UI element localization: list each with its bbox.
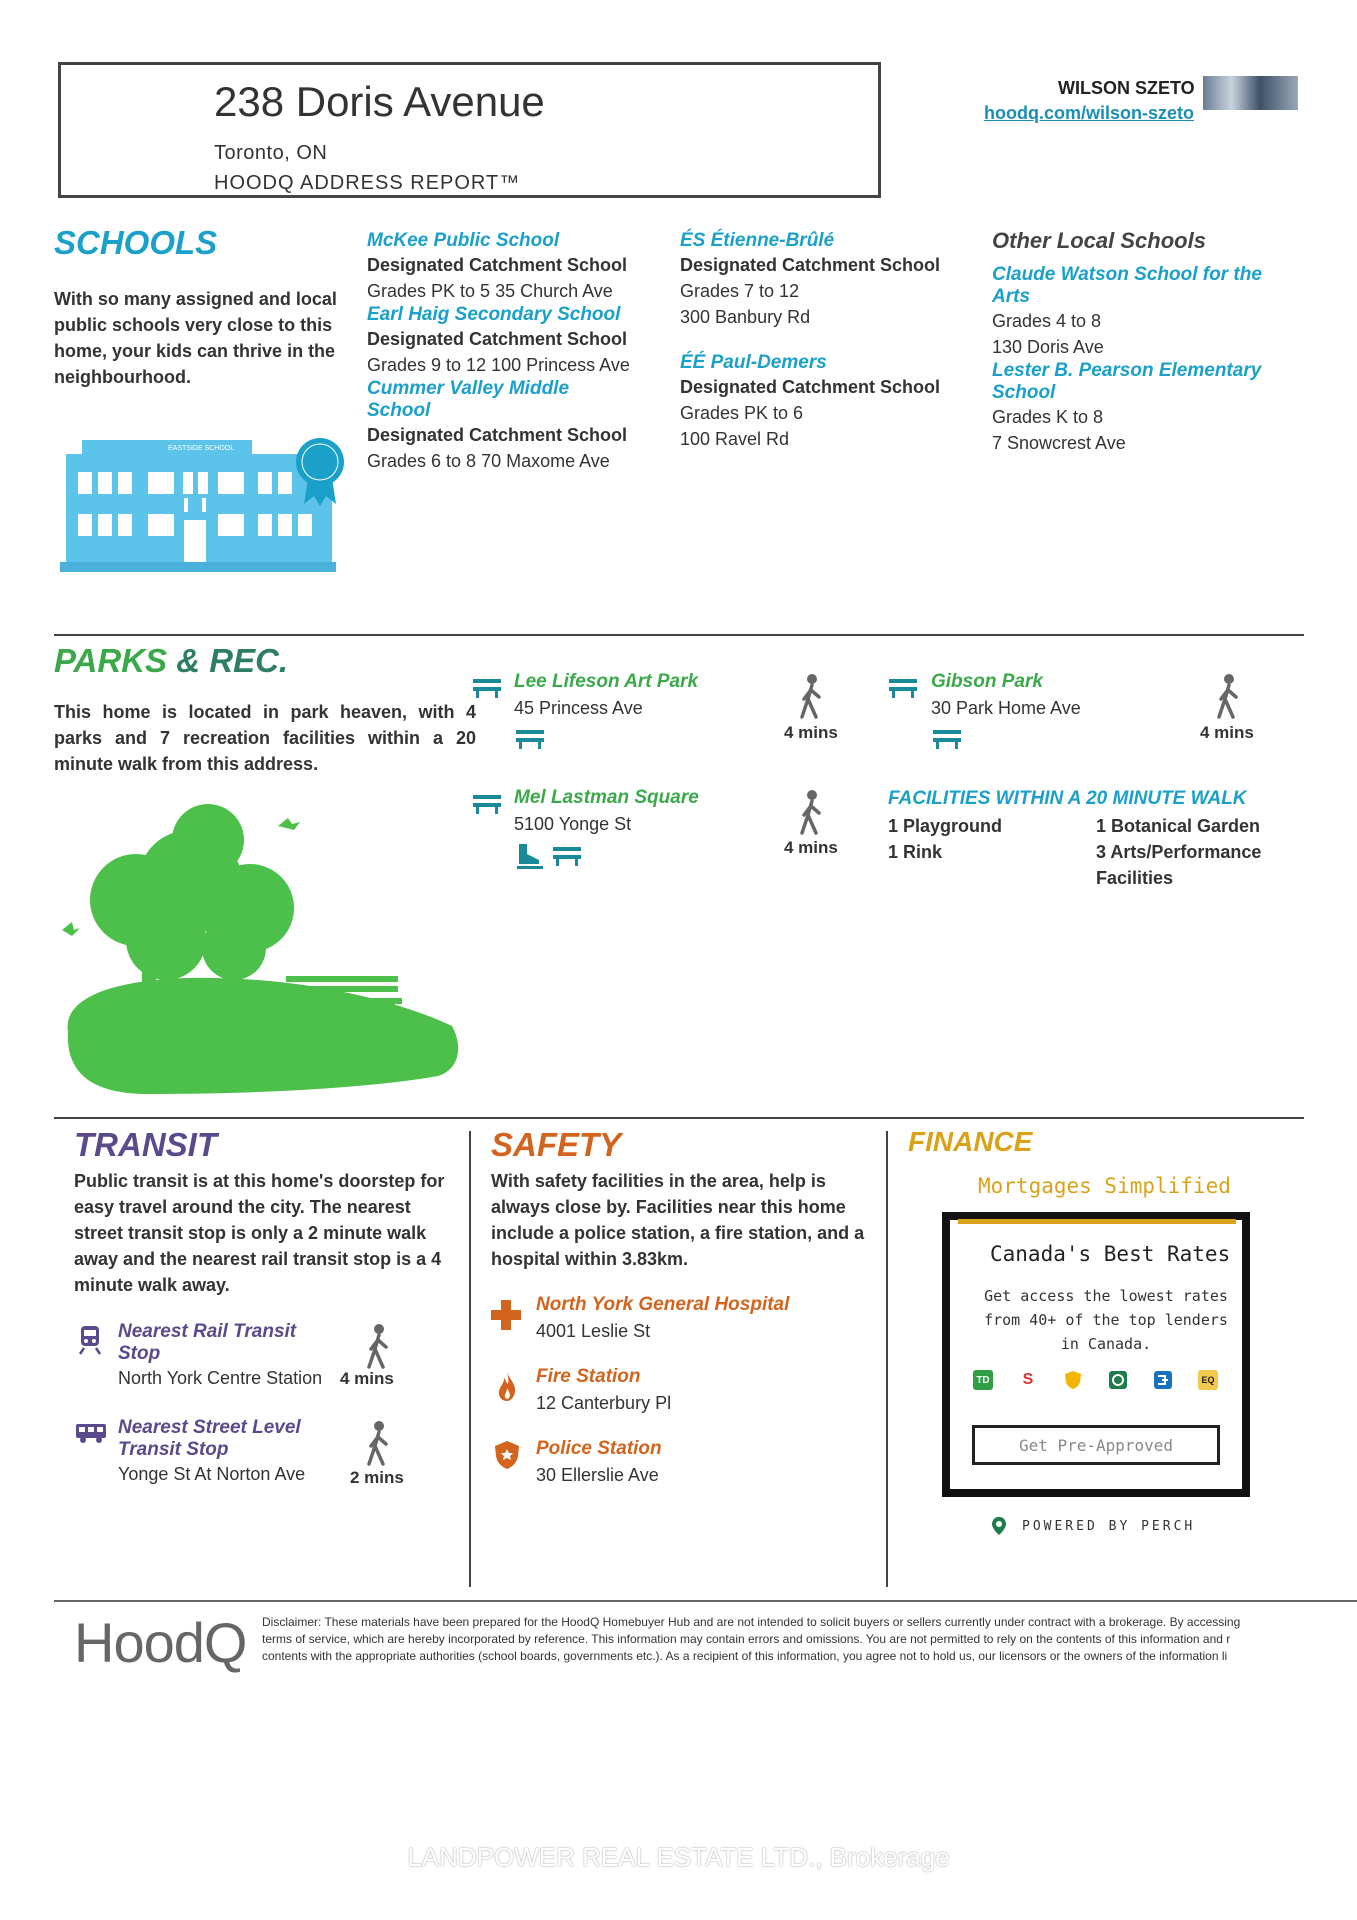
park-address: 30 Park Home Ave	[931, 698, 1081, 718]
school-sign-text: EASTSIDE SCHOOL	[168, 445, 235, 452]
school-grades: Grades PK to 6	[680, 403, 804, 423]
school-info: Grades 6 to 8 70 Maxome Ave	[367, 451, 610, 471]
facility-item: 3 Arts/Performance Facilities	[1096, 842, 1262, 888]
finance-subtitle: Mortgages Simplified	[978, 1174, 1231, 1198]
school-building-illustration	[58, 428, 358, 578]
walk-time: 2 mins	[350, 1468, 404, 1487]
parks-intro: This home is located in park heaven, with 4 parks and 7 recreation facilities within a 20 minute walk from this address.	[54, 702, 476, 774]
section-divider	[54, 1117, 1304, 1119]
school-name[interactable]: Lester B. Pearson Elementary School	[992, 360, 1262, 403]
school-grades: Grades 7 to 12	[680, 281, 800, 301]
facility-item: 1 Rink	[888, 842, 943, 862]
map-pin-icon	[990, 1516, 1008, 1536]
walking-person-icon	[362, 1420, 396, 1466]
transit-intro: Public transit is at this home's doorstep for easy travel around the city. The nearest street transit stop is only a 2 minute walk away and the nearest rail transit stop is a 4 minute walk away.	[74, 1171, 445, 1295]
rail-station-name[interactable]: North York Centre Station	[118, 1368, 323, 1388]
bank-logo-shield-icon	[1063, 1370, 1083, 1390]
bank-logo-scotia-icon: S	[1018, 1370, 1038, 1390]
school-column-1	[367, 230, 637, 474]
safety-facility-name[interactable]: Police Station	[536, 1438, 662, 1459]
school-address: 300 Banbury Rd	[680, 307, 811, 327]
walking-person-icon	[1212, 673, 1246, 719]
school-catchment-label: Designated Catchment School	[680, 255, 941, 275]
school-catchment-label: Designated Catchment School	[367, 425, 628, 445]
safety-title: SAFETY	[491, 1126, 622, 1163]
school-address: 130 Doris Ave	[992, 337, 1104, 357]
facility-item: 1 Playground	[888, 816, 1003, 836]
disclaimer-line: contents with the appropriate authorities (school boards, governments etc.). As a recipient of this information, you agree not to hold us, our licensors or the owners of the information li	[262, 1649, 1228, 1663]
bank-logo-arrow-icon	[1153, 1370, 1173, 1390]
school-column-2	[680, 230, 950, 452]
disclaimer-text	[262, 1614, 1357, 1665]
park-name[interactable]: Lee Lifeson Art Park	[514, 671, 699, 692]
park-name[interactable]: Mel Lastman Square	[514, 787, 699, 808]
rates-card-accent	[958, 1219, 1236, 1224]
school-name[interactable]: ÉÉ Paul-Demers	[680, 352, 827, 373]
rates-card-description: Get access the lowest rates from 40+ of the top lenders in Canada.	[984, 1287, 1228, 1353]
finance-title: FINANCE	[908, 1126, 1033, 1157]
school-catchment-label: Designated Catchment School	[680, 377, 941, 397]
other-schools-title: Other Local Schools	[992, 228, 1206, 253]
park-bench-icon	[515, 728, 545, 750]
school-grades: Grades 4 to 8	[992, 311, 1102, 331]
school-name[interactable]: McKee Public School	[367, 230, 560, 251]
disclaimer-line: terms of service, which are hereby incorporated by reference. This information may contain errors and omissions. You are not permitted to rely on the contents of this information and r	[262, 1632, 1231, 1646]
school-info: Grades 9 to 12 100 Princess Ave	[367, 355, 630, 375]
bank-logo-circle-icon	[1108, 1370, 1128, 1390]
park-address: 45 Princess Ave	[514, 698, 643, 718]
park-bench-icon	[888, 677, 918, 699]
facilities-title: FACILITIES WITHIN A 20 MINUTE WALK	[888, 788, 1247, 809]
facility-item: 1 Botanical Garden	[1096, 816, 1261, 836]
school-address: 100 Ravel Rd	[680, 429, 790, 449]
hoodq-logo: HoodQ	[74, 1611, 247, 1674]
walking-person-icon	[362, 1323, 396, 1369]
section-divider	[54, 634, 1304, 636]
safety-facility-name[interactable]: Fire Station	[536, 1366, 641, 1387]
walking-person-icon	[795, 673, 829, 719]
safety-facility-address: 30 Ellerslie Ave	[536, 1465, 659, 1485]
walk-time: 4 mins	[340, 1369, 394, 1388]
street-transit-title: Nearest Street Level Transit Stop	[118, 1417, 301, 1460]
school-name[interactable]: Earl Haig Secondary School	[367, 304, 621, 325]
school-catchment-label: Designated Catchment School	[367, 329, 628, 349]
safety-facility-address: 4001 Leslie St	[536, 1321, 651, 1341]
police-badge-icon	[494, 1440, 520, 1470]
walk-time: 4 mins	[784, 838, 838, 857]
other-schools-column	[992, 228, 1282, 456]
column-divider	[469, 1131, 471, 1587]
park-address: 5100 Yonge St	[514, 814, 632, 834]
school-catchment-label: Designated Catchment School	[367, 255, 628, 275]
rail-transit-title: Nearest Rail Transit Stop	[118, 1321, 297, 1364]
bank-logo-eq-icon: EQ	[1198, 1370, 1218, 1390]
parks-title-b: & REC.	[176, 642, 289, 679]
school-name[interactable]: Claude Watson School for the Arts	[992, 264, 1262, 307]
safety-intro: With safety facilities in the area, help is always close by. Facilities near this home include a police station, a fire station, and a hospital within 3.83km.	[491, 1171, 865, 1269]
park-bench-icon	[472, 793, 502, 815]
agent-banner-image	[1203, 76, 1298, 110]
brokerage-watermark: LANDPOWER REAL ESTATE LTD., Brokerage	[407, 1842, 950, 1872]
park-bench-icon	[932, 728, 962, 750]
schools-intro: With so many assigned and local public schools very close to this home, your kids can thrive in the neighbourhood.	[54, 289, 337, 387]
school-info: Grades PK to 5 35 Church Ave	[367, 281, 613, 301]
disclaimer-line: Disclaimer: These materials have been prepared for the HoodQ Homebuyer Hub and are not intended to solicit buyers or sellers currently under contract with a brokerage. By accessing	[262, 1615, 1241, 1629]
walk-time: 4 mins	[1200, 723, 1254, 742]
parks-title-a: PARKS	[54, 642, 168, 679]
school-name[interactable]: ÉS Étienne-Brûlé	[680, 230, 835, 251]
report-label: HOODQ ADDRESS REPORT™	[214, 172, 521, 194]
school-name[interactable]: Cummer Valley Middle School	[367, 378, 570, 421]
walking-person-icon	[795, 789, 829, 835]
safety-facility-address: 12 Canterbury Pl	[536, 1393, 672, 1413]
street-stop-name[interactable]: Yonge St At Norton Ave	[118, 1464, 306, 1484]
park-bench-icon	[552, 845, 582, 867]
powered-by-label: POWERED BY PERCH	[1022, 1519, 1196, 1534]
column-divider	[886, 1131, 888, 1587]
park-name[interactable]: Gibson Park	[931, 671, 1043, 692]
school-grades: Grades K to 8	[992, 407, 1104, 427]
rates-card-title: Canada's Best Rates	[990, 1242, 1231, 1266]
agent-name: WILSON SZETO	[1058, 78, 1195, 98]
fire-icon	[496, 1370, 518, 1402]
train-icon	[78, 1324, 102, 1356]
footer-divider	[54, 1600, 1357, 1602]
get-pre-approved-button[interactable]: Get Pre-Approved	[972, 1425, 1220, 1465]
school-address: 7 Snowcrest Ave	[992, 433, 1126, 453]
bank-logo-td-icon: TD	[973, 1370, 993, 1390]
agent-link[interactable]: hoodq.com/wilson-szeto	[984, 103, 1194, 123]
schools-title: SCHOOLS	[54, 224, 218, 261]
address-city: Toronto, ON	[214, 142, 328, 164]
walk-time: 4 mins	[784, 723, 838, 742]
park-illustration	[58, 800, 468, 1100]
ice-skate-icon	[515, 842, 545, 870]
bus-icon	[74, 1422, 108, 1444]
safety-facility-name[interactable]: North York General Hospital	[536, 1294, 790, 1315]
hospital-cross-icon	[490, 1299, 522, 1331]
address-title: 238 Doris Avenue	[214, 78, 545, 125]
transit-title: TRANSIT	[74, 1126, 217, 1163]
park-bench-icon	[472, 677, 502, 699]
parks-title	[54, 642, 288, 680]
